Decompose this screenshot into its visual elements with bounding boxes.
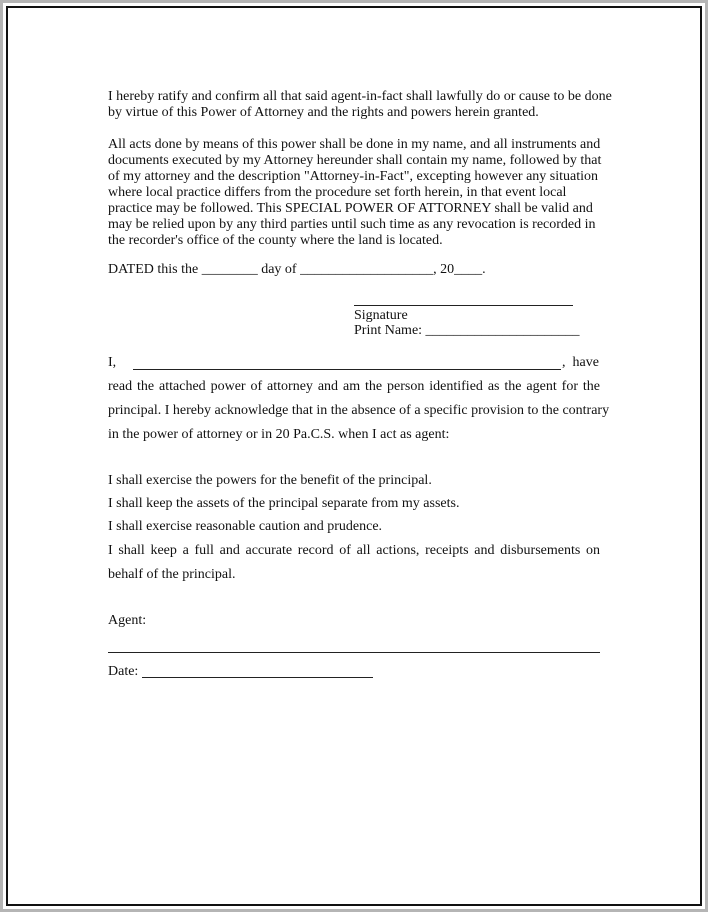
duty-item: I shall exercise the powers for the benefit of the principal. [108,473,432,488]
text-line: of my attorney and the description "Attorney-in-Fact", excepting however any situation [108,169,599,184]
date-label: Date: [108,664,139,679]
ack-have: , have [562,355,599,370]
agent-name-line[interactable] [133,369,561,370]
duty-item: I shall exercise reasonable caution and prudence. [108,519,383,534]
text-line: principal. I hereby acknowledge that in the absence of a specific provision to the contrary [108,403,610,418]
duty-item: I shall keep the assets of the principal separate from my assets. [108,496,460,511]
text-line: practice may be followed. This SPECIAL POWER OF ATTORNEY shall be valid and [108,201,593,216]
duty-item-cont: behalf of the principal. [108,567,236,582]
text-line: I hereby ratify and confirm all that said agent-in-fact shall lawfully do or cause to be done [108,89,612,104]
text-line: by virtue of this Power of Attorney and the rights and powers herein granted. [108,105,539,120]
text-line: may be relied upon by any third parties until such time as any revocation is recorded in [108,217,596,232]
text-line: All acts done by means of this power shall be done in my name, and all instruments and [108,137,601,152]
dated-line[interactable]: DATED this the ________ day of ___________________, 20____. [108,262,486,277]
agent-label: Agent: [108,613,147,628]
text-line: in the power of attorney or in 20 Pa.C.S. when I act as agent: [108,427,450,442]
text-line: the recorder's office of the county where the land is located. [108,233,443,248]
text-line: read the attached power of attorney and am the person identified as the agent for the [108,379,600,394]
signature-label: Signature [354,308,408,323]
date-line[interactable] [142,677,373,678]
agent-signature-line[interactable] [108,652,600,653]
text-line: where local practice differs from the procedure set forth herein, in that event local [108,185,567,200]
print-name-field[interactable]: Print Name: ______________________ [354,323,580,338]
ack-i: I, [108,355,117,370]
text-line: documents executed by my Attorney hereunder shall contain my name, followed by that [108,153,602,168]
signature-line[interactable] [354,305,573,306]
duty-item: I shall keep a full and accurate record of all actions, receipts and disbursements on [108,543,600,558]
